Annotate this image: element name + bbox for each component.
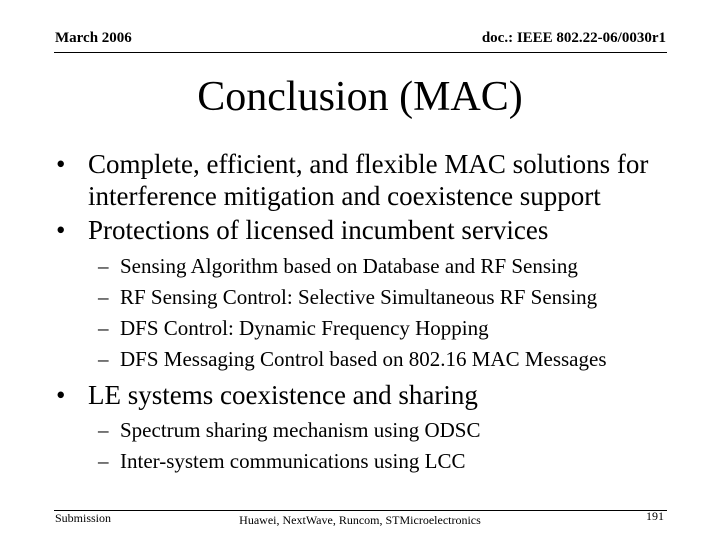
bullet-text: Protections of licensed incumbent services — [88, 215, 549, 245]
bullet-item — [56, 379, 696, 411]
sub-bullet-item — [98, 282, 698, 312]
bullet-marker: • — [56, 215, 66, 245]
sub-bullet-item — [98, 313, 698, 343]
header-date: March 2006 — [55, 30, 132, 46]
sub-bullet-text: DFS Messaging Control based on 802.16 MAC Messages — [120, 347, 607, 371]
bullet-item — [56, 148, 696, 212]
footer-submission: Submission — [55, 511, 112, 525]
bullet-item — [56, 214, 696, 246]
bullet-text: LE systems coexistence and sharing — [88, 380, 478, 410]
header-doc-id: doc.: IEEE 802.22-06/0030r1 — [481, 30, 666, 46]
sub-bullet-text: RF Sensing Control: Selective Simultaneous RF Sensing — [120, 285, 598, 309]
sub-bullet-marker: – — [98, 418, 109, 442]
sub-bullet-item — [98, 446, 698, 476]
footer-authors: Huawei, NextWave, Runcom, STMicroelectronics — [239, 513, 481, 527]
sub-bullet-text: DFS Control: Dynamic Frequency Hopping — [120, 316, 489, 340]
sub-bullet-marker: – — [98, 285, 109, 309]
sub-bullet-marker: – — [98, 316, 109, 340]
sub-bullet-marker: – — [98, 449, 109, 473]
bullet-text: Complete, efficient, and flexible MAC solutions for interference mitigation and coexistence support — [88, 149, 649, 211]
bullet-marker: • — [56, 380, 66, 410]
sub-bullet-text: Inter-system communications using LCC — [120, 449, 466, 473]
sub-bullet-text: Spectrum sharing mechanism using ODSC — [120, 418, 481, 442]
sub-bullet-marker: – — [98, 254, 109, 278]
sub-bullet-item — [98, 344, 698, 374]
sub-bullet-text: Sensing Algorithm based on Database and RF Sensing — [120, 254, 578, 278]
page-number: 191 — [646, 509, 664, 523]
sub-bullet-item — [98, 415, 698, 445]
sub-bullet-marker: – — [98, 347, 109, 371]
sub-bullet-item — [98, 251, 698, 281]
slide-title: Conclusion (MAC) — [197, 74, 523, 120]
footer-rule — [54, 510, 667, 511]
header-rule — [54, 52, 667, 53]
bullet-marker: • — [56, 149, 66, 179]
